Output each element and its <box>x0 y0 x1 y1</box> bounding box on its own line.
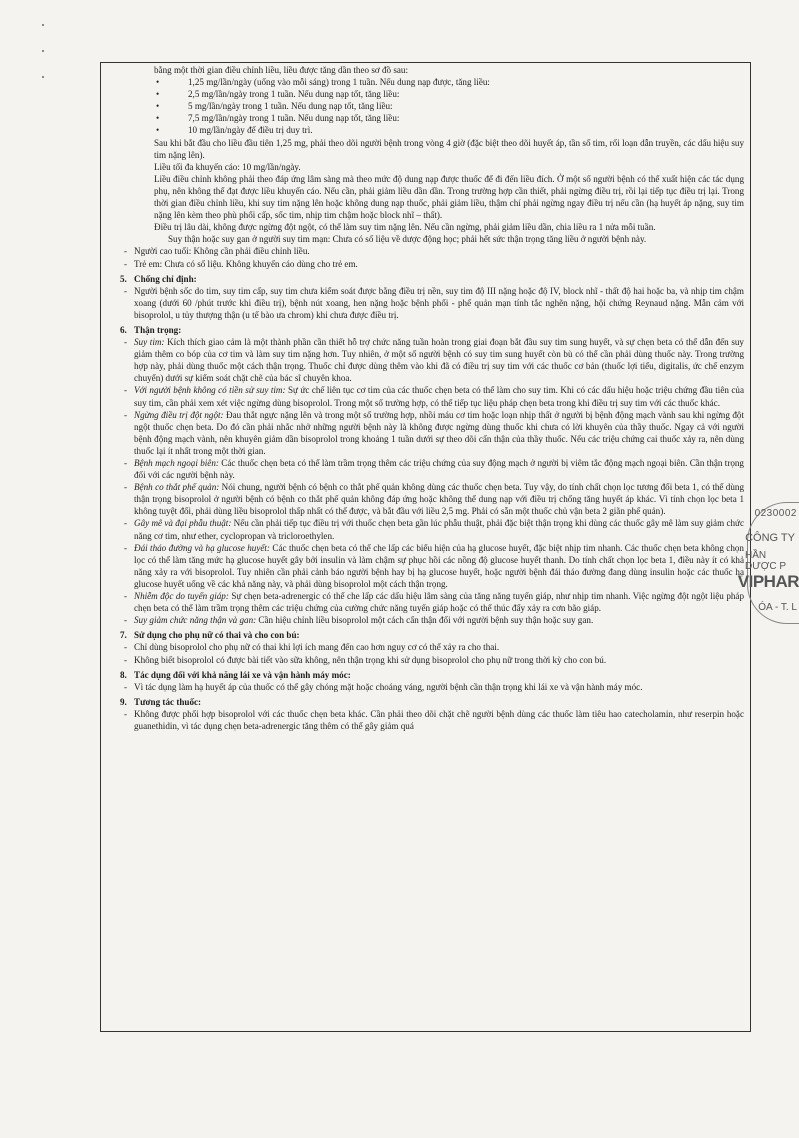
precaution-item: - Với người bệnh không có tiền sử suy tim: Sự ức chế liên tục cơ tim của các thuốc chẹn beta có thể làm cho suy tim. Khi có các dấu hiệu hoặc triệu chứng đầu tiên của suy tim, cần phải xem xét việc ngừng dùng bisoprolol. Trong một số trường hợp, có thể tiếp tục liệu pháp chẹn beta trong khi điều trị suy tim với các thuốc khác. <box>124 385 744 408</box>
dash-item: - Người bệnh sốc do tim, suy tim cấp, suy tim chưa kiểm soát được bằng điều trị nền, suy tim độ III nặng hoặc độ IV, block nhĩ - thất độ hai hoặc ba, và nhịp tim chậm xoang (dưới 60 /phút trước khi điều trị), bệnh nút xoang, hen nặng hoặc bệnh phổi - phế quản mạn tính tắc nghẽn nặng, hội chứng Reynaud nặng. Mẫn cảm với bisoprolol, u tủy thượng thận (u tế bào ưa chrom) khi chưa được điều trị. <box>124 285 744 320</box>
dash-item: - Trẻ em: Chưa có số liệu. Không khuyến cáo dùng cho trẻ em. <box>124 258 358 269</box>
precaution-label: Với người bệnh không có tiền sử suy tim: <box>134 385 286 396</box>
dosage-paragraph: Liều tối đa khuyến cáo: 10 mg/lần/ngày. <box>154 161 301 172</box>
precaution-label: Nhiễm độc do tuyến giáp: <box>134 591 229 602</box>
section-heading: 5. Chống chỉ định: <box>120 273 197 284</box>
precaution-text: Các thuốc chẹn beta có thể làm trầm trọng thêm các triệu chứng của suy động mạch ở người bị viêm tắc động mạch ngoại biên. Cần thận trọng đối với các người bệnh này. <box>134 458 744 481</box>
precaution-text: Cần hiệu chỉnh liều bisoprolol một cách cẩn thận đối với người bệnh suy thận hoặc suy gan. <box>256 615 594 626</box>
precaution-label: Ngừng điều trị đột ngột: <box>134 409 224 420</box>
dash-item: - Chỉ dùng bisoprolol cho phụ nữ có thai khi lợi ích mang đến cao hơn nguy cơ có thể xảy ra cho thai. <box>124 642 500 653</box>
dash-item: - Người cao tuổi: Không cần phải điều chỉnh liều. <box>124 246 310 257</box>
document-body <box>106 64 744 732</box>
precaution-text: Đau thắt ngực nặng lên và trong một số trường hợp, nhồi máu cơ tim hoặc loạn nhịp thất ở người bị bệnh động mạch vành sau khi ngừng đột ngột thuốc chẹn beta. Do đó cần phải nhắc nhở những người bệnh này là không được ngừng dùng thuốc khi chưa có lời khuyên của thầy thuốc. Ngay cả với người bệnh động mạch vành, nên khuyên giảm dần bisoprolol trong khoảng 1 tuần dưới sự theo dõi cẩn thận của thầy thuốc. Nếu các triệu chứng cai thuốc xảy ra, nên dùng thuốc lại ít nhất trong một thời gian. <box>134 409 744 456</box>
stamp-line: CÔNG TY <box>745 532 795 544</box>
dosage-paragraph: Sau khi bắt đầu cho liều đầu tiên 1,25 mg, phải theo dõi người bệnh trong vòng 4 giờ (đặc biệt theo dõi huyết áp, tần số tim, rối loạn dẫn truyền, các dấu hiệu suy tim nặng lên). <box>154 137 744 160</box>
precautions-list <box>106 336 744 626</box>
precaution-label: Bệnh co thắt phế quản: <box>134 482 220 493</box>
precaution-text: Nói chung, người bệnh có bệnh co thắt phế quản không dùng các thuốc chẹn beta. Tuy vậy, do tính chất chọn lọc tương đối beta 1, có thể dùng thận trọng bisoprolol ở người bệnh có bệnh co thắt phế quản không đáp ứng hoặc không thể dung nạp với điều trị chống tăng huyết áp khác. Vì tính chọn lọc beta 1 không tuyệt đối, phải dùng liều bisoprolol thấp nhất có thể được, và bắt đầu với liều 2,5 mg. Phải có sẵn một thuốc chủ vận beta 2 giãn phế quản). <box>134 482 744 517</box>
dash-item: - Vì tác dụng làm hạ huyết áp của thuốc có thể gây chóng mặt hoặc choáng váng, người bệnh cần thận trọng khi lái xe và vận hành máy móc. <box>124 681 643 692</box>
precaution-item: - Ngừng điều trị đột ngột: Đau thắt ngực nặng lên và trong một số trường hợp, nhồi máu cơ tim hoặc loạn nhịp thất ở người bị bệnh động mạch vành sau khi ngừng đột ngột thuốc chẹn beta. Do đó cần phải nhắc nhở những người bệnh này là không được ngừng dùng thuốc khi chưa có lời khuyên của thầy thuốc. Ngay cả với người bệnh động mạch vành, nên khuyên giảm dần bisoprolol trong khoảng 1 tuần dưới sự theo dõi cẩn thận của thầy thuốc. Nếu các triệu chứng cai thuốc xảy ra, nên dùng thuốc lại ít nhất trong một thời gian. <box>124 409 744 456</box>
stamp-line: VIPHAR <box>737 572 799 591</box>
dash-item: - Không được phối hợp bisoprolol với các thuốc chẹn beta khác. Cần phải theo dõi chặt chẽ người bệnh dùng các thuốc làm tiêu hao catecholamin, như reserpin hoặc guanethidin, vì tác dụng chẹn beta-adrenergic tăng thêm có thể gây giảm quá <box>124 708 744 731</box>
precaution-label: Suy giảm chức năng thận và gan: <box>134 615 257 626</box>
section-heading: 7. Sử dụng cho phụ nữ có thai và cho con bú: <box>120 630 300 641</box>
precaution-text: Nếu cần phải tiếp tục điều trị với thuốc chẹn beta gần lúc phẫu thuật, phải đặc biệt thận trọng khi dùng các thuốc gây mê làm suy giảm chức năng cơ tim, như ether, cyclopropan và tricloroethylen. <box>134 518 744 541</box>
precaution-item: - Suy tim: Kích thích giao cảm là một thành phần cần thiết hỗ trợ chức năng tuần hoàn trong giai đoạn bắt đầu suy tim sung huyết, và sự chẹn beta có thể dẫn đến suy giảm thêm co bóp của cơ tim và làm suy tim nặng hơn. Tuy nhiên, ở một số người bệnh có suy tim sung huyết còn bù có thể cần phải dùng thuốc này. Trong trường hợp này, phải dùng thuốc một cách thận trọng. Thuốc chỉ được dùng thêm vào khi đã có điều trị suy tim với các thuốc cơ bản (thuốc lợi tiểu, digitalis, ức chế enzym chuyển) dưới sự kiểm soát chặt chẽ của bác sĩ chuyên khoa. <box>124 337 744 384</box>
dosage-step: • 1,25 mg/lần/ngày (uống vào mỗi sáng) trong 1 tuần. Nếu dung nạp được, tăng liều: <box>106 76 744 88</box>
dosage-paragraph: Điều trị lâu dài, không được ngừng đột ngột, có thể làm suy tim nặng lên. Nếu cần ngừng, phải giảm liều dần, chia liều ra 1 nửa mỗi tuần. <box>154 222 656 233</box>
dash-item: - Không biết bisoprolol có được bài tiết vào sữa không, nên thận trọng khi sử dụng bisoprolol cho phụ nữ trong thời kỳ cho con bú. <box>124 654 607 665</box>
scan-mark <box>42 24 44 26</box>
precaution-item: - Đái tháo đường và hạ glucose huyết: Các thuốc chẹn beta có thể che lấp các biểu hiện của hạ glucose huyết, đặc biệt nhịp tim nhanh. Các thuốc chẹn beta không chọn lọc có thể làm tăng mức hạ glucose huyết gây bởi insulin và làm chậm sự phục hồi các nồng độ glucose huyết thanh. Do tính chất chọn lọc beta 1, điều này ít có khả năng xảy ra với bisoprolol. Tuy nhiên cần phải cảnh báo người bệnh hay bị hạ glucose huyết, hoặc người bệnh đái tháo đường đang dùng insulin hoặc các thuốc hạ glucose huyết uống về các khả năng này, và phải dùng bisoprolol một cách thận trọng. <box>124 542 744 589</box>
section-heading: 9. Tương tác thuốc: <box>120 696 202 707</box>
precaution-label: Suy tim: <box>134 337 165 348</box>
dosage-step: • 7,5 mg/lần/ngày trong 1 tuần. Nếu dung nạp tốt, tăng liều: <box>106 112 744 124</box>
section-heading: 8. Tác dụng đối với khả năng lái xe và vận hành máy móc: <box>120 669 351 680</box>
dosage-paragraph: Liều điều chỉnh không phải theo đáp ứng lâm sàng mà theo mức độ dung nạp được thuốc để đi đến liều đích. Ở một số người bệnh có thể xuất hiện các tác dụng phụ, nên không thể đạt được liều khuyến cáo. Nếu cần, phải giảm liều dần dần. Trong trường hợp cần thiết, phải ngừng điều trị, rồi lại tiếp tục điều trị lại. Trong thời gian điều chỉnh liều, khi suy tim nặng lên hoặc không dung nạp thuốc, phải giảm liều, thậm chí phải ngừng ngay điều trị nếu cần (hạ huyết áp nặng, suy tim nặng lên kèm theo phù phổi cấp, sốc tim, nhịp tim chậm hoặc block nhĩ – thất). <box>154 173 744 221</box>
precaution-item: - Gây mê và đại phẫu thuật: Nếu cần phải tiếp tục điều trị với thuốc chẹn beta gần lúc phẫu thuật, phải đặc biệt thận trọng khi dùng các thuốc gây mê làm suy giảm chức năng cơ tim, như ether, cyclopropan và tricloroethylen. <box>124 518 744 541</box>
precaution-label: Bệnh mạch ngoại biên: <box>134 458 219 468</box>
precaution-text: Các thuốc chẹn beta có thể che lấp các biểu hiện của hạ glucose huyết, đặc biệt nhịp tim nhanh. Các thuốc chẹn beta không chọn lọc có thể làm tăng mức hạ glucose huyết gây bởi insulin và làm chậm sự phục hồi các nồng độ glucose huyết thanh. Do tính chất chọn lọc beta 1, điều này ít có khả năng xảy ra với bisoprolol. Tuy nhiên cần phải cảnh báo người bệnh hay bị hạ glucose huyết, hoặc người bệnh đái tháo đường đang dùng insulin hoặc các thuốc hạ glucose huyết uống về các khả năng này, và phải dùng bisoprolol một cách thận trọng. <box>134 542 744 589</box>
stamp-line: HẦN DƯỢC P <box>745 550 787 572</box>
precaution-item: - Nhiễm độc do tuyến giáp: Sự chẹn beta-adrenergic có thể che lấp các dấu hiệu lâm sàng của tăng năng tuyến giáp, như nhịp tim nhanh. Việc ngừng đột ngột liệu pháp chẹn beta có thể làm trầm trọng thêm các triệu chứng của cường chức năng tuyến giáp hoặc có thể thúc đẩy xảy ra cơn bão giáp. <box>124 591 744 614</box>
section-heading: 6. Thận trọng: <box>120 324 182 335</box>
precaution-label: Gây mê và đại phẫu thuật: <box>134 518 232 529</box>
company-stamp <box>737 500 799 650</box>
stamp-code: 0230002 <box>754 508 797 519</box>
precaution-item: - Bệnh co thắt phế quản: Nói chung, người bệnh có bệnh co thắt phế quản không dùng các thuốc chẹn beta. Tuy vậy, do tính chất chọn lọc tương đối beta 1, có thể dùng thận trọng bisoprolol ở người bệnh có bệnh co thắt phế quản không đáp ứng hoặc không thể dung nạp với điều trị chống tăng huyết áp khác. Vì tính chọn lọc beta 1 không tuyệt đối, phải dùng liều bisoprolol thấp nhất có thể được, và bắt đầu với liều 2,5 mg. Phải có sẵn một thuốc chủ vận beta 2 giãn phế quản). <box>124 482 744 517</box>
dosage-step: • 2,5 mg/lần/ngày trong 1 tuần. Nếu dung nạp tốt, tăng liều: <box>106 88 744 100</box>
precaution-text: Sự ức chế liên tục cơ tim của các thuốc chẹn beta có thể làm cho suy tim. Khi có các dấu hiệu hoặc triệu chứng đầu tiên của suy tim, cần phải xem xét việc ngừng dùng bisoprolol. Trong một số trường hợp, có thể tiếp tục liệu pháp chẹn beta trong khi điều trị suy tim với các thuốc khác. <box>134 385 744 408</box>
dosage-step: • 10 mg/lần/ngày để điều trị duy trì. <box>106 124 744 136</box>
scan-mark <box>42 76 44 78</box>
precaution-item: - Bệnh mạch ngoại biên: Các thuốc chẹn beta có thể làm trầm trọng thêm các triệu chứng của suy động mạch ở người bị viêm tắc động mạch ngoại biên. Cần thận trọng đối với các người bệnh này. <box>124 458 744 481</box>
precaution-text: Kích thích giao cảm là một thành phần cần thiết hỗ trợ chức năng tuần hoàn trong giai đoạn bắt đầu suy tim sung huyết, và sự chẹn beta có thể dẫn đến suy giảm thêm co bóp của cơ tim và làm suy tim nặng hơn. Tuy nhiên, ở một số người bệnh có suy tim sung huyết còn bù có thể cần phải dùng thuốc này. Trong trường hợp này, phải dùng thuốc một cách thận trọng. Thuốc chỉ được dùng thêm vào khi đã có điều trị suy tim với các thuốc cơ bản (thuốc lợi tiểu, digitalis, ức chế enzym chuyển) dưới sự kiểm soát chặt chẽ của bác sĩ chuyên khoa. <box>134 337 744 384</box>
precaution-label: Đái tháo đường và hạ glucose huyết: <box>134 542 270 553</box>
scan-mark <box>42 50 44 52</box>
dosage-paragraph: Suy thận hoặc suy gan ở người suy tim mạn: Chưa có số liệu về dược động học; phải hết sức thận trọng tăng liều ở người bệnh này. <box>168 234 647 245</box>
stamp-line: ÓA - T. L <box>758 602 797 613</box>
precaution-item: - Suy giảm chức năng thận và gan: Cần hiệu chỉnh liều bisoprolol một cách cẩn thận đối với người bệnh suy thận hoặc suy gan. <box>124 615 594 626</box>
dosage-intro: bằng một thời gian điều chỉnh liều, liều được tăng dần theo sơ đồ sau: <box>154 65 408 75</box>
precaution-text: Sự chẹn beta-adrenergic có thể che lấp các dấu hiệu lâm sàng của tăng năng tuyến giáp, như nhịp tim nhanh. Việc ngừng đột ngột liệu pháp chẹn beta có thể làm trầm trọng thêm các triệu chứng của cường chức năng tuyến giáp hoặc có thể thúc đẩy xảy ra cơn bão giáp. <box>134 591 744 614</box>
dosage-step: • 5 mg/lần/ngày trong 1 tuần. Nếu dung nạp tốt, tăng liều: <box>106 100 744 112</box>
